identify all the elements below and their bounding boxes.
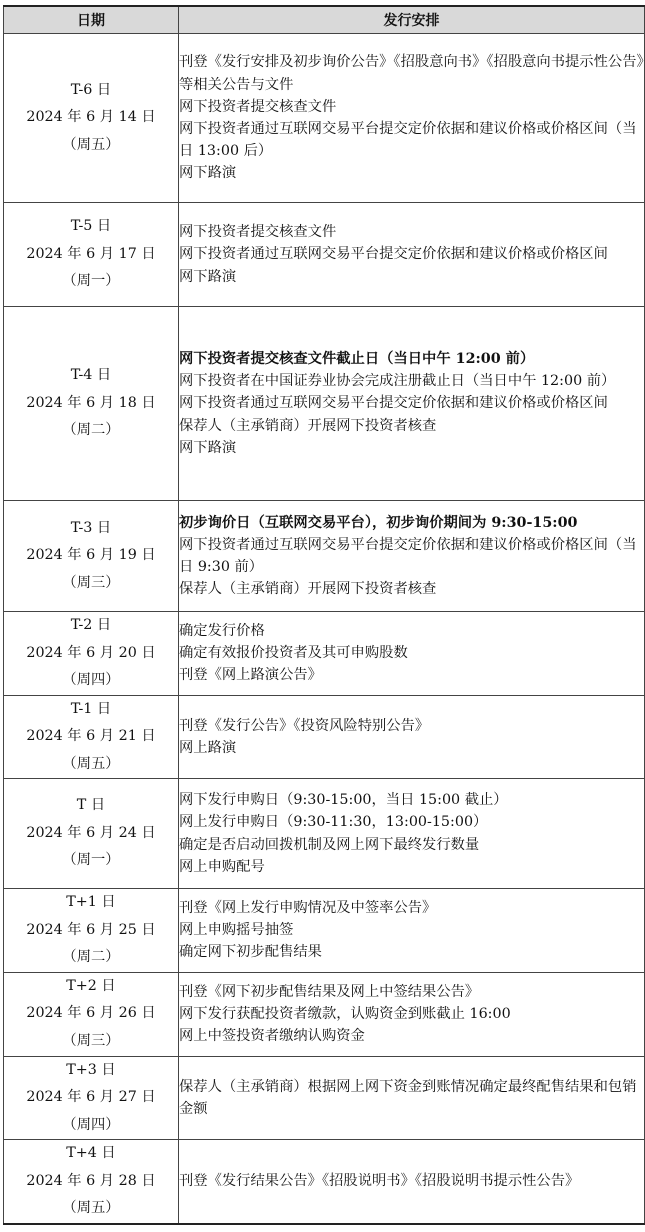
table-header-row: [4, 6, 645, 34]
table-row: [4, 695, 645, 779]
day-offset: T+2 日: [66, 977, 116, 994]
day-offset: T-3 日: [70, 519, 112, 536]
arrangement-cell: [179, 203, 645, 307]
arrangement-cell: [179, 889, 645, 973]
arrangement-item: 网上路演: [179, 739, 237, 756]
weekday: （周四）: [62, 1116, 120, 1133]
weekday: （周一）: [62, 273, 120, 290]
arrangement-item: 确定是否启动回拨机制及网上网下最终发行数量: [179, 836, 480, 853]
table-row: [4, 1056, 645, 1140]
calendar-date: 2024 年 6 月 21 日: [26, 728, 156, 744]
table-row: [4, 612, 645, 696]
arrangement-item: 网下路演: [179, 165, 237, 182]
table-row: [4, 203, 645, 307]
arrangement-item: 网下投资者提交核查文件: [179, 98, 337, 115]
calendar-date: 2024 年 6 月 20 日: [26, 644, 156, 661]
arrangement-item: 刊登《发行公告》《投资风险特别公告》: [179, 717, 430, 734]
arrangement-item: 网上申购配号: [179, 858, 265, 875]
weekday: （周三）: [62, 1032, 120, 1049]
arrangement-cell: [179, 779, 645, 889]
date-cell: [4, 1056, 179, 1140]
calendar-date: 2024 年 6 月 25 日: [26, 921, 156, 938]
day-offset: T-6 日: [70, 81, 112, 98]
calendar-date: 2024 年 6 月 26 日: [26, 1005, 156, 1022]
weekday: （周四）: [62, 672, 120, 688]
date-cell: [4, 612, 179, 696]
arrangement-item: 网上中签投资者缴纳认购资金: [179, 1028, 365, 1045]
table-row: [4, 34, 645, 203]
arrangement-item: 确定网下初步配售结果: [179, 944, 322, 961]
weekday: （周三）: [62, 574, 120, 591]
calendar-date: 2024 年 6 月 28 日: [26, 1172, 156, 1189]
arrangement-cell: [179, 34, 645, 203]
date-cell: [4, 1140, 179, 1224]
arrangement-item: 网下投资者通过互联网交易平台提交定价依据和建议价格或价格区间（当日 13:00 后）: [179, 121, 637, 160]
arrangement-cell: [179, 612, 645, 696]
arrangement-item: 网下投资者在中国证券业协会完成注册截止日（当日中午 12:00 前）: [179, 373, 616, 390]
arrangement-item: 网下投资者通过互联网交易平台提交定价依据和建议价格或价格区间（当日 9:30 前）: [179, 536, 637, 575]
table-row: [4, 501, 645, 612]
arrangement-item: 确定有效报价投资者及其可申购股数: [179, 645, 408, 662]
day-offset: T 日: [76, 797, 106, 814]
arrangement-item: 刊登《发行安排及初步询价公告》《招股意向书》《招股意向书提示性公告》等相关公告与文件: [179, 54, 644, 93]
arrangement-item: 网下路演: [179, 268, 237, 285]
arrangement-item: 保荐人（主承销商）根据网上网下资金到账情况确定最终配售结果和包销金额: [179, 1078, 637, 1117]
weekday: （周一）: [62, 852, 120, 869]
date-column-header: 日期: [4, 6, 179, 34]
weekday: （周二）: [62, 949, 120, 965]
arrangement-item: 网下发行获配投资者缴款，认购资金到账截止 16:00: [179, 1005, 511, 1022]
schedule-rows: [4, 34, 645, 1224]
arrangement-item: 刊登《网上路演公告》: [179, 667, 322, 684]
arrangement-item: 刊登《网下初步配售结果及网上中签结果公告》: [179, 983, 480, 1000]
arrangement-cell: [179, 972, 645, 1056]
weekday: （周五）: [62, 1200, 120, 1216]
arrangement-item: 网下投资者提交核查文件: [179, 224, 337, 241]
table-row: [4, 779, 645, 889]
arrangement-item: 保荐人（主承销商）开展网下投资者核查: [179, 417, 437, 434]
weekday: （周五）: [62, 136, 120, 153]
date-cell: [4, 972, 179, 1056]
date-cell: [4, 695, 179, 779]
day-offset: T-5 日: [70, 218, 112, 235]
table-row: [4, 889, 645, 973]
table-row: [4, 1140, 645, 1224]
arrangement-cell: [179, 1140, 645, 1224]
date-cell: [4, 307, 179, 501]
arrangement-item: 网下投资者通过互联网交易平台提交定价依据和建议价格或价格区间: [179, 246, 608, 263]
day-offset: T-2 日: [70, 617, 112, 633]
arrangement-cell: [179, 695, 645, 779]
table-row: [4, 307, 645, 501]
table-row: [4, 972, 645, 1056]
arrangement-item: 网下投资者提交核查文件截止日（当日中午 12:00 前）: [179, 350, 535, 367]
day-offset: T-1 日: [70, 700, 112, 717]
arrangement-item: 刊登《发行结果公告》《招股说明书》《招股说明书提示性公告》: [179, 1173, 580, 1190]
calendar-date: 2024 年 6 月 27 日: [26, 1089, 156, 1105]
arrangement-item: 刊登《网上发行申购情况及中签率公告》: [179, 899, 437, 916]
plan-column-header: 发行安排: [179, 6, 645, 34]
arrangement-cell: [179, 501, 645, 612]
arrangement-cell: [179, 1056, 645, 1140]
day-offset: T+1 日: [66, 894, 116, 910]
arrangement-item: 网下发行申购日（9:30-15:00，当日 15:00 截止）: [179, 792, 508, 809]
weekday: （周二）: [62, 422, 120, 439]
arrangement-item: 网上申购摇号抽签: [179, 922, 294, 939]
date-cell: [4, 889, 179, 973]
day-offset: T+3 日: [66, 1061, 116, 1078]
calendar-date: 2024 年 6 月 17 日: [26, 245, 156, 262]
date-cell: [4, 34, 179, 203]
date-cell: [4, 203, 179, 307]
calendar-date: 2024 年 6 月 19 日: [26, 547, 156, 564]
date-cell: [4, 501, 179, 612]
issuance-schedule-table: [3, 5, 645, 1225]
day-offset: T-4 日: [70, 367, 112, 384]
arrangement-item: 网下投资者通过互联网交易平台提交定价依据和建议价格或价格区间: [179, 395, 608, 412]
calendar-date: 2024 年 6 月 24 日: [26, 824, 156, 841]
arrangement-item: 初步询价日（互联网交易平台），初步询价期间为 9:30-15:00: [179, 514, 578, 531]
arrangement-item: 网上发行申购日（9:30-11:30，13:00-15:00）: [179, 814, 488, 831]
arrangement-item: 保荐人（主承销商）开展网下投资者核查: [179, 581, 437, 598]
weekday: （周五）: [62, 755, 120, 772]
date-cell: [4, 779, 179, 889]
day-offset: T+4 日: [66, 1145, 116, 1161]
arrangement-item: 网下路演: [179, 439, 237, 456]
arrangement-cell: [179, 307, 645, 501]
arrangement-item: 确定发行价格: [179, 622, 265, 639]
calendar-date: 2024 年 6 月 18 日: [26, 394, 156, 411]
calendar-date: 2024 年 6 月 14 日: [26, 109, 156, 126]
